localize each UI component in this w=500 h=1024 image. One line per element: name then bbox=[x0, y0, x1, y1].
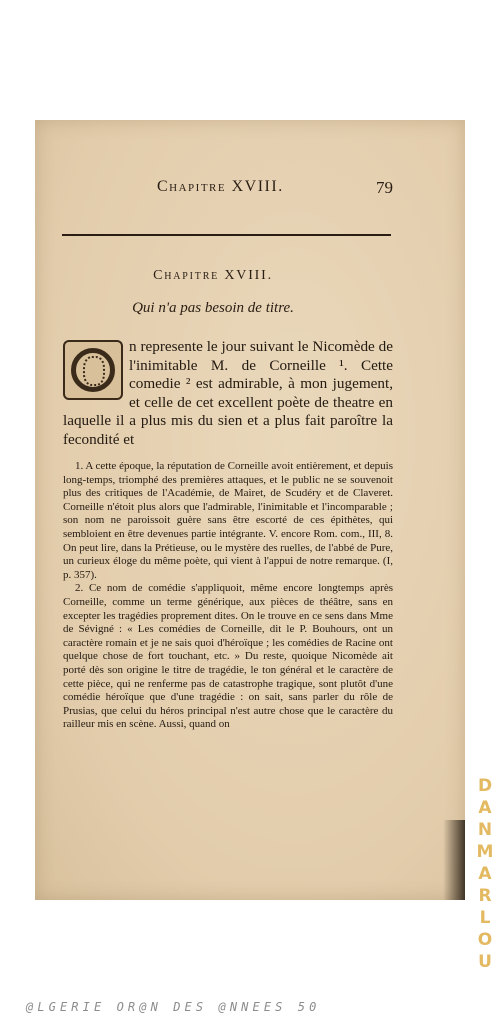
ornamental-drop-cap-icon bbox=[63, 340, 123, 400]
footnotes bbox=[63, 460, 393, 732]
page-number: 79 bbox=[376, 178, 393, 197]
header-rule bbox=[62, 234, 391, 236]
book-page bbox=[35, 120, 465, 900]
body-text: n represente le jour suivant le Nicomède de l'inimitable M. de Corneille ¹. Cette comedie ² est admirable, à mon jugement, et celle de cet excellent poète de theatre en laquelle il a plus mis du sien et a plus fait paroître la fecondité et bbox=[63, 338, 393, 448]
footnote-2: 2. Ce nom de comédie s'appliquoit, même encore longtemps après Corneille, comme un terme générique, aux pièces de théâtre, sans en excepter les tragédies proprement dites. On le trouve en ce sens dans Mme de Sévigné : « Les comédies de Corneille, dit le P. Bouhours, ont un caractère romain et je ne sais quoi d'héroïque ; les comédies de Racine ont quelque chose de fort touchant, etc. » Du reste, quoique Nicomède ait porté dès son origine le titre de tragédie, le ton général et le caractère de cette pièce, qui ne renferme pas de catastrophe tragique, sont plutôt d'une comédie héroïque que d'une tragédie : on sait, sans parler du rôle de Prusias, que celui du héros principal n'est autre chose que le caractère du railleur mis en scène. Aussi, quand on bbox=[63, 582, 393, 731]
watermark-vertical: DANMARLOU bbox=[476, 776, 494, 972]
footnote-1: 1. A cette époque, la réputation de Corneille avoit entièrement, et depuis long-temps, triomphé des premières attaques, et le public ne se souvenoit plus des critiques de l'Académie, de Mairet, de Scudéry et de Claveret. Corneille n'étoit plus alors que l'admirable, l'inimitable et l'incomparable ; son nom ne paroissoit guère sans être escorté de ces épithètes, qui sembloient en être devenues partie intégrante. V. encore Rom. com., III, 8. On peut lire, dans la Prétieuse, ou le mystère des ruelles, de l'abbé de Pure, un curieux éloge du même poète, qui vient à l'appui de notre remarque. (I, p. 357). bbox=[63, 460, 393, 581]
watermark-footer: @LGERIE OR@N DES @NNEES 50 bbox=[26, 1000, 321, 1014]
page-edge-shadow bbox=[443, 820, 465, 900]
chapter-title: Chapitre XVIII. bbox=[153, 268, 273, 283]
chapter-subtitle: Qui n'a pas besoin de titre. bbox=[132, 300, 294, 316]
drop-cap-flourish bbox=[83, 356, 105, 386]
running-head bbox=[35, 178, 465, 202]
body-paragraph bbox=[63, 338, 393, 449]
running-title: Chapitre XVIII. bbox=[157, 178, 284, 195]
